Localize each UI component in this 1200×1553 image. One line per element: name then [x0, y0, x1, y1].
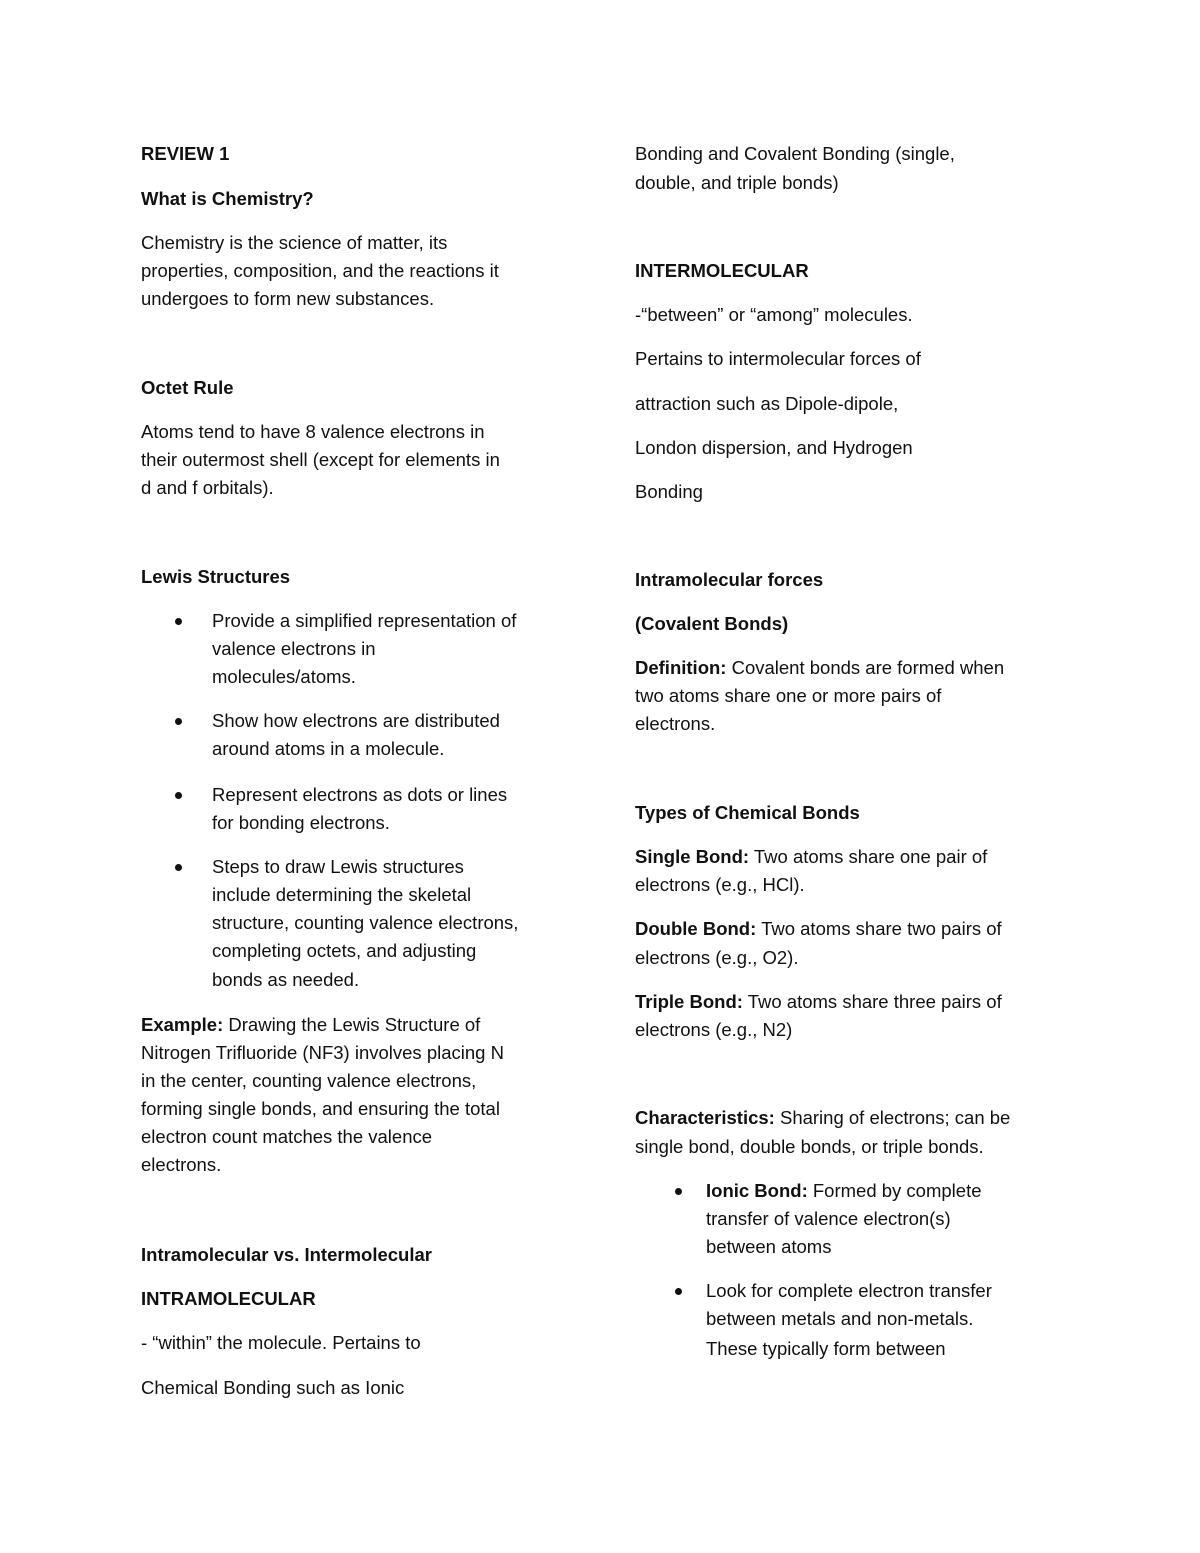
bullet-icon — [675, 1288, 682, 1295]
example-line: Nitrogen Trifluoride (NF3) involves placing N — [141, 1042, 504, 1063]
intramolecular-line: - “within” the molecule. Pertains to — [141, 1332, 421, 1353]
bullet-line: Steps to draw Lewis structures — [212, 856, 464, 877]
single-bond-label: Single Bond: — [635, 846, 750, 867]
intramolecular-heading: INTRAMOLECULAR — [141, 1288, 316, 1309]
ionic-bond-line: transfer of valence electron(s) — [706, 1208, 951, 1229]
intermolecular-line: Pertains to intermolecular forces of — [635, 348, 921, 369]
definition-line: Definition: Covalent bonds are formed when — [635, 657, 1005, 678]
characteristics-label: Characteristics: — [635, 1107, 775, 1128]
bullet-icon — [175, 618, 182, 625]
bullet-icon — [675, 1188, 682, 1195]
lewis-structures-heading: Lewis Structures — [141, 566, 291, 587]
intermolecular-line: -“between” or “among” molecules. — [635, 304, 913, 325]
example-line: forming single bonds, and ensuring the total — [141, 1098, 500, 1119]
ionic-bond-line: Ionic Bond: Formed by complete — [706, 1180, 982, 1201]
triple-bond-line: electrons (e.g., N2) — [635, 1019, 793, 1040]
bullet-icon — [175, 864, 182, 871]
bullet-line: Show how electrons are distributed — [212, 710, 500, 731]
definition-label: Definition: — [635, 657, 727, 678]
bullet-line: Represent electrons as dots or lines — [212, 784, 508, 805]
bullet-line: structure, counting valence electrons, — [212, 912, 519, 933]
intermolecular-line: Bonding — [635, 481, 703, 502]
intramolecular-forces-heading: Intramolecular forces — [635, 569, 824, 590]
bullet-icon — [175, 718, 182, 725]
octet-line: their outermost shell (except for elements in — [141, 449, 500, 470]
definition-line: two atoms share one or more pairs of — [635, 685, 942, 706]
intra-vs-inter-heading: Intramolecular vs. Intermolecular — [141, 1244, 432, 1265]
example-line: Example: Drawing the Lewis Structure of — [141, 1014, 481, 1035]
bullet-line: for bonding electrons. — [212, 812, 390, 833]
intramolecular-line: Chemical Bonding such as Ionic — [141, 1377, 405, 1398]
bullet-line: valence electrons in — [212, 638, 376, 659]
double-bond-line: electrons (e.g., O2). — [635, 947, 799, 968]
what-line: undergoes to form new substances. — [141, 288, 435, 309]
example-label: Example: — [141, 1014, 224, 1035]
what-is-chemistry-heading: What is Chemistry? — [141, 188, 314, 209]
octet-rule-heading: Octet Rule — [141, 377, 234, 398]
bullet-line: bonds as needed. — [212, 969, 360, 990]
triple-bond-line: Triple Bond: Two atoms share three pairs of — [635, 991, 1002, 1012]
characteristics-line: single bond, double bonds, or triple bonds. — [635, 1136, 984, 1157]
single-bond-line: electrons (e.g., HCl). — [635, 874, 805, 895]
intermolecular-line: London dispersion, and Hydrogen — [635, 437, 913, 458]
continued-line: double, and triple bonds) — [635, 172, 839, 193]
octet-line: d and f orbitals). — [141, 477, 274, 498]
what-line: properties, composition, and the reactions it — [141, 260, 499, 281]
bullet-line: molecules/atoms. — [212, 666, 356, 687]
intermolecular-line: attraction such as Dipole-dipole, — [635, 393, 899, 414]
review-title: REVIEW 1 — [141, 143, 230, 164]
look-for-line: Look for complete electron transfer — [706, 1280, 992, 1301]
single-bond-line: Single Bond: Two atoms share one pair of — [635, 846, 988, 867]
types-of-bonds-heading: Types of Chemical Bonds — [635, 802, 860, 823]
example-line: electrons. — [141, 1154, 222, 1175]
bullet-icon — [175, 792, 182, 799]
what-line: Chemistry is the science of matter, its — [141, 232, 448, 253]
ionic-bond-line: between atoms — [706, 1236, 832, 1257]
ionic-bond-label: Ionic Bond: — [706, 1180, 808, 1201]
bullet-line: around atoms in a molecule. — [212, 738, 445, 759]
bullet-line: Provide a simplified representation of — [212, 610, 517, 631]
look-for-line: between metals and non-metals. — [706, 1308, 974, 1329]
double-bond-label: Double Bond: — [635, 918, 757, 939]
definition-line: electrons. — [635, 713, 716, 734]
intermolecular-heading: INTERMOLECULAR — [635, 260, 809, 281]
example-line: electron count matches the valence — [141, 1126, 433, 1147]
octet-line: Atoms tend to have 8 valence electrons in — [141, 421, 485, 442]
triple-bond-label: Triple Bond: — [635, 991, 743, 1012]
bullet-line: completing octets, and adjusting — [212, 940, 477, 961]
double-bond-line: Double Bond: Two atoms share two pairs of — [635, 918, 1002, 939]
example-line: in the center, counting valence electrons, — [141, 1070, 477, 1091]
characteristics-line: Characteristics: Sharing of electrons; can be — [635, 1107, 1011, 1128]
continued-line: Bonding and Covalent Bonding (single, — [635, 143, 955, 164]
look-for-line: These typically form between — [706, 1338, 946, 1359]
bullet-line: include determining the skeletal — [212, 884, 472, 905]
covalent-bonds-heading: (Covalent Bonds) — [635, 613, 789, 634]
